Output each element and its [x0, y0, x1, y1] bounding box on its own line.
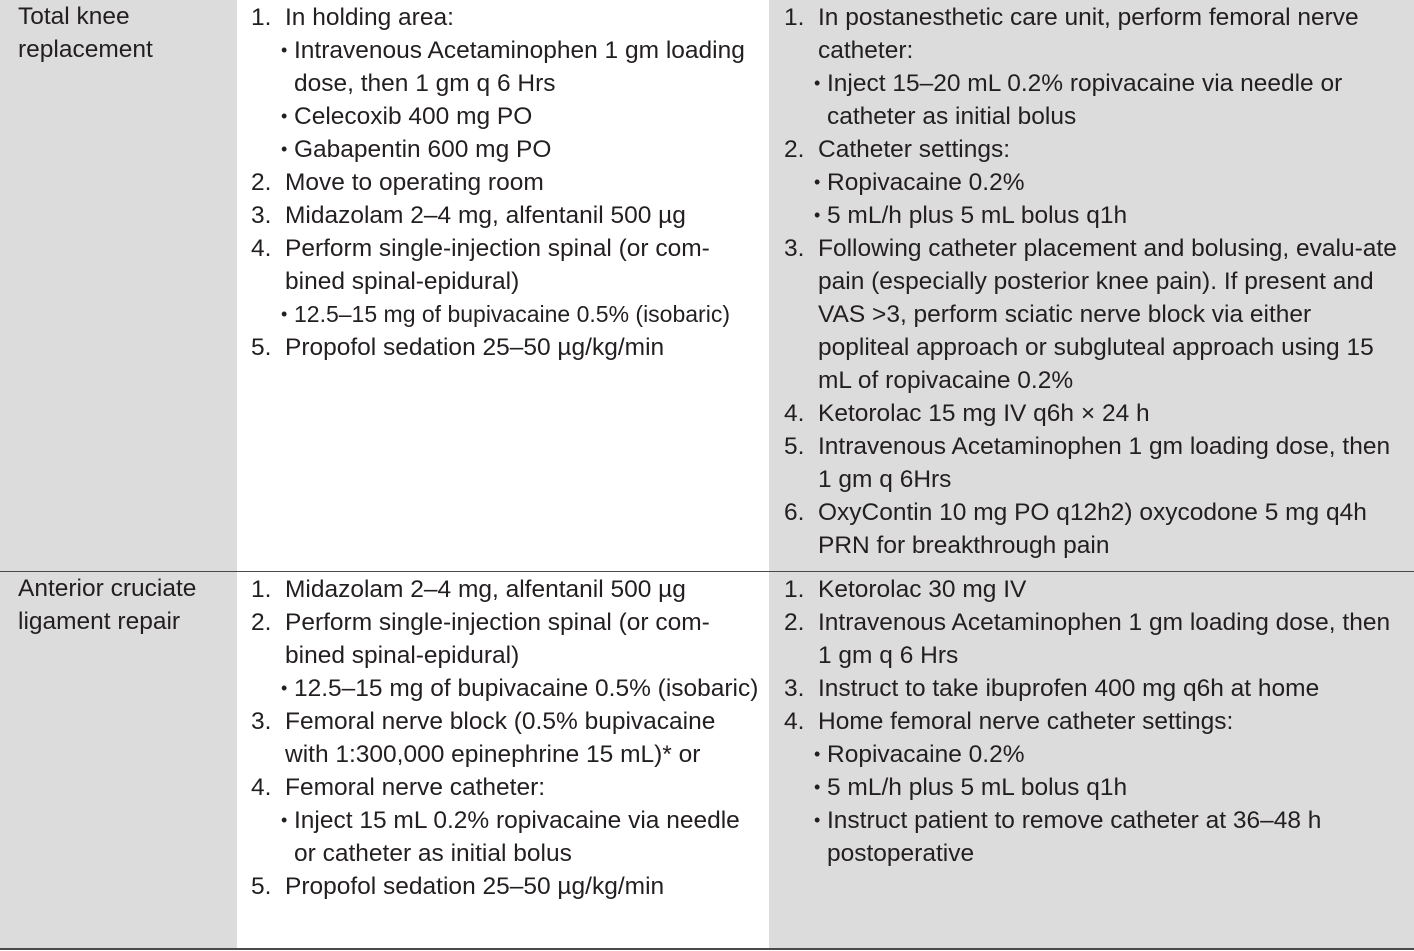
sub-item [251, 298, 763, 331]
bullet-icon: • [281, 810, 288, 830]
step-text: Home femoral nerve catheter settings: [818, 708, 1234, 735]
condition-label: Anterior cruciate ligament repair [18, 575, 197, 635]
sub-item-text: Ropivacaine 0.2% [827, 169, 1025, 196]
bullet-icon: • [814, 777, 821, 797]
sub-item [784, 199, 1409, 232]
sub-item [251, 804, 763, 870]
step-text: Femoral nerve block (0.5% bupivacaine with 1:300,000 epinephrine 15 mL)* or [285, 708, 716, 768]
intraoperative-cell [237, 572, 769, 949]
list-item [784, 133, 1409, 166]
bullet-icon: • [281, 40, 288, 60]
postoperative-cell [769, 572, 1414, 949]
step-number: 6. [784, 499, 805, 526]
sub-item [784, 804, 1409, 870]
list-item [251, 870, 763, 903]
list-item [251, 1, 763, 34]
step-text: Perform single-injection spinal (or com-bined spinal-epidural) [285, 235, 710, 295]
step-number: 1. [251, 4, 272, 31]
sub-item [251, 34, 763, 100]
bullet-icon: • [814, 172, 821, 192]
step-number: 2. [784, 609, 805, 636]
step-number: 3. [784, 235, 805, 262]
step-text: Perform single-injection spinal (or com-bined spinal-epidural) [285, 609, 710, 669]
bullet-icon: • [814, 73, 821, 93]
list-item [251, 199, 763, 232]
step-text: Ketorolac 30 mg IV [818, 576, 1027, 603]
sub-item-text: 12.5–15 mg of bupivacaine 0.5% (isobaric) [294, 301, 730, 327]
list-item [784, 397, 1409, 430]
sub-item-text: 5 mL/h plus 5 mL bolus q1h [827, 774, 1128, 801]
list-item [251, 771, 763, 804]
step-text: In holding area: [285, 4, 454, 31]
step-text: Midazolam 2–4 mg, alfentanil 500 µg [285, 202, 686, 229]
step-text: Propofol sedation 25–50 µg/kg/min [285, 334, 665, 361]
step-text: Ketorolac 15 mg IV q6h × 24 h [818, 400, 1150, 427]
step-list [251, 573, 763, 903]
step-list [784, 573, 1409, 870]
sub-item [784, 738, 1409, 771]
step-text: Femoral nerve catheter: [285, 774, 546, 801]
sub-item [251, 133, 763, 166]
step-text: In postanesthetic care unit, perform femoral nerve catheter: [818, 4, 1359, 64]
list-item [784, 573, 1409, 606]
step-number: 1. [784, 4, 805, 31]
step-text: Catheter settings: [818, 136, 1011, 163]
sub-item [784, 771, 1409, 804]
list-item [784, 430, 1409, 496]
step-number: 1. [251, 576, 272, 603]
condition-cell [0, 572, 237, 949]
list-item [251, 166, 763, 199]
step-number: 3. [784, 675, 805, 702]
sub-item-text: Gabapentin 600 mg PO [294, 136, 552, 163]
step-number: 4. [784, 400, 805, 427]
step-list [784, 1, 1409, 562]
step-text: Midazolam 2–4 mg, alfentanil 500 µg [285, 576, 686, 603]
step-number: 2. [251, 609, 272, 636]
sub-item [784, 166, 1409, 199]
condition-cell [0, 0, 237, 571]
bullet-icon: • [281, 139, 288, 159]
step-number: 3. [251, 708, 272, 735]
sub-item-text: Intravenous Acetaminophen 1 gm loading dose, then 1 gm q 6 Hrs [294, 37, 745, 97]
step-number: 4. [784, 708, 805, 735]
step-number: 5. [251, 334, 272, 361]
step-number: 4. [251, 774, 272, 801]
intraoperative-cell [237, 0, 769, 571]
step-text: Instruct to take ibuprofen 400 mg q6h at home [818, 675, 1320, 702]
step-text: Propofol sedation 25–50 µg/kg/min [285, 873, 665, 900]
postoperative-cell [769, 0, 1414, 571]
step-number: 5. [251, 873, 272, 900]
sub-item [251, 672, 763, 705]
step-list [251, 1, 763, 364]
step-text: Intravenous Acetaminophen 1 gm loading dose, then 1 gm q 6 Hrs [818, 609, 1391, 669]
sub-item-text: 5 mL/h plus 5 mL bolus q1h [827, 202, 1128, 229]
step-number: 4. [251, 235, 272, 262]
step-number: 2. [251, 169, 272, 196]
bullet-icon: • [281, 106, 288, 126]
list-item [251, 606, 763, 672]
list-item [784, 232, 1409, 397]
step-text: Intravenous Acetaminophen 1 gm loading dose, then 1 gm q 6Hrs [818, 433, 1391, 493]
list-item [784, 606, 1409, 672]
step-number: 5. [784, 433, 805, 460]
bullet-icon: • [281, 304, 288, 324]
sub-item [784, 67, 1409, 133]
bullet-icon: • [814, 205, 821, 225]
step-number: 1. [784, 576, 805, 603]
list-item [784, 672, 1409, 705]
sub-item-text: Inject 15 mL 0.2% ropivacaine via needle or catheter as initial bolus [294, 807, 740, 867]
step-text: Move to operating room [285, 169, 544, 196]
condition-label: Total knee replacement [18, 3, 153, 63]
bullet-icon: • [814, 810, 821, 830]
list-item [251, 331, 763, 364]
table-bottom-rule [0, 948, 1414, 950]
sub-item-text: Celecoxib 400 mg PO [294, 103, 533, 130]
sub-item-text: Instruct patient to remove catheter at 36–48 h postoperative [827, 807, 1322, 867]
sub-item-text: Inject 15–20 mL 0.2% ropivacaine via needle or catheter as initial bolus [827, 70, 1343, 130]
list-item [251, 573, 763, 606]
step-text: Following catheter placement and bolusing, evalu-ate pain (especially posterior knee pain). If present and VAS >3, perform sciatic nerve block via either popliteal approach or subgluteal approach using 15 mL of ropivacaine 0.2% [818, 235, 1397, 394]
sub-item [251, 100, 763, 133]
sub-item-text: Ropivacaine 0.2% [827, 741, 1025, 768]
list-item [251, 232, 763, 298]
sub-item-text: 12.5–15 mg of bupivacaine 0.5% (isobaric) [294, 675, 759, 702]
list-item [784, 496, 1409, 562]
list-item [784, 705, 1409, 738]
step-number: 3. [251, 202, 272, 229]
bullet-icon: • [281, 678, 288, 698]
list-item [784, 1, 1409, 67]
step-number: 2. [784, 136, 805, 163]
list-item [251, 705, 763, 771]
step-text: OxyContin 10 mg PO q12h2) oxycodone 5 mg q4h PRN for breakthrough pain [818, 499, 1367, 559]
bullet-icon: • [814, 744, 821, 764]
